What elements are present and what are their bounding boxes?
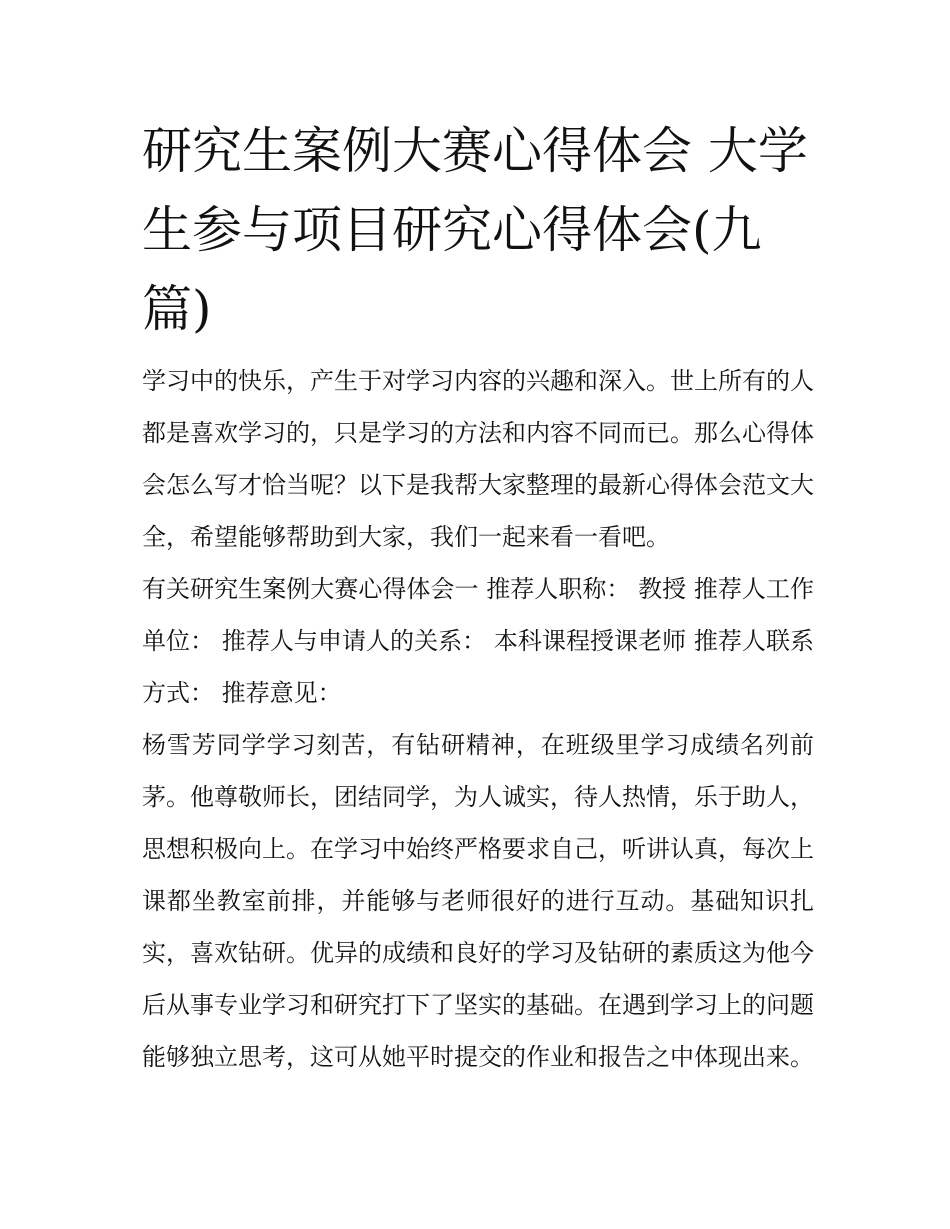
intro-paragraph: 学习中的快乐，产生于对学习内容的兴趣和深入。世上所有的人都是喜欢学习的，只是学习的方法和内容不同而已。那么心得体会怎么写才恰当呢？以下是我帮大家整理的最新心得体会范文大全，希望能够帮助到大家，我们一起来看一看吧。 [142, 367, 814, 551]
document-title: 研究生案例大赛心得体会 大学生参与项目研究心得体会(九篇) [142, 122, 808, 338]
recommendation-paragraph: 杨雪芳同学学习刻苦，有钻研精神，在班级里学习成绩名列前茅。他尊敬师长，团结同学，为人诚实，待人热情，乐于助人，思想积极向上。在学习中始终严格要求自己，听讲认真，每次上课都坐教室前排，并能够与老师很好的进行互动。基础知识扎实，喜欢钻研。优异的成绩和良好的学习及钻研的素质这为他今后从事专业学习和研究打下了坚实的基础。在遇到学习上的问题能够独立思考，这可从她平时提交的作业和报告之中体现出来。 [142, 731, 814, 1071]
recommender-info-paragraph: 有关研究生案例大赛心得体会一 推荐人职称： 教授 推荐人工作单位： 推荐人与申请人的关系： 本科课程授课老师 推荐人联系方式： 推荐意见： [142, 575, 814, 707]
document-page [142, 112, 814, 1083]
